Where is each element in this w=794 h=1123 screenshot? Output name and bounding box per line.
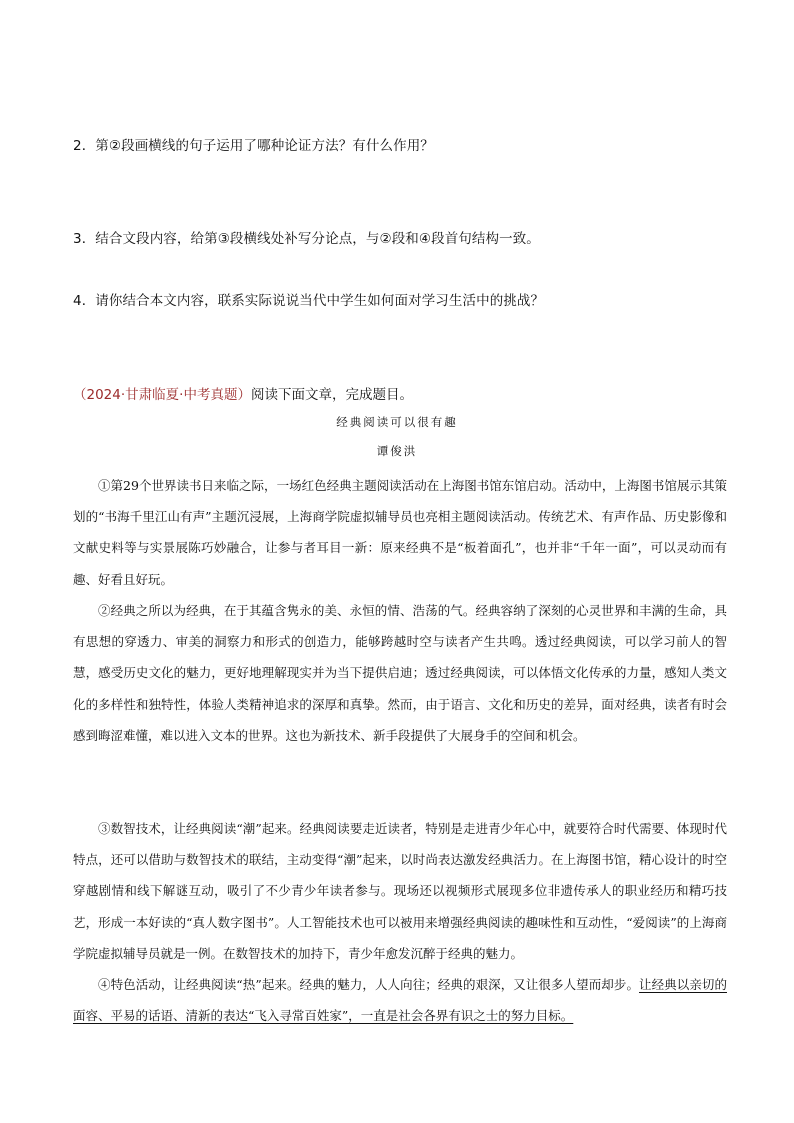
source-close: ） — [237, 387, 251, 403]
paragraph-1: ①第29个世界读书日来临之际，一场红色经典主题阅读活动在上海图书馆东馆启动。活动中，上海图书馆展示其策划的“书海千里江山有声”主题沉浸展，上海商学院虚拟辅导员也亮相主题阅读活动。传统艺术、有声作品、历史影像和文献史料等与实景展陈巧妙融合，让参与者耳目一新：原来经典不是“板着面孔”，也并非“千年一面”，可以灵动而有趣、好看且好玩。 — [73, 478, 727, 587]
question-4: 4．请你结合本文内容，联系实际说说当代中学生如何面对学习生活中的挑战？ — [73, 293, 545, 309]
source-line — [73, 383, 413, 403]
question-3: 3．结合文段内容，给第③段横线处补写分论点，与②段和④段首句结构一致。 — [73, 231, 540, 247]
paragraph-3: ③数智技术，让经典阅读“潮”起来。经典阅读要走近读者，特别是走进青少年心中，就要符合时代需要、体现时代特点，还可以借助与数智技术的联结，主动变得“潮”起来，以时尚表达激发经典活力。在上海图书馆，精心设计的时空穿越剧情和线下解谜互动，吸引了不少青少年读者参与。现场还以视频形式展现多位非遗传承人的职业经历和精巧技艺，形成一本好读的“真人数字图书”。人工智能技术也可以被用来增强经典阅读的趣味性和互动性，“爱阅读”的上海商学院虚拟辅导员就是一例。在数智技术的加持下，青少年愈发沉醉于经典的魅力。 — [73, 821, 727, 961]
source-instruction: 阅读下面文章，完成题目。 — [250, 387, 413, 403]
paragraph-4-underlined-sentence: 让经典以亲切的面容、平易的话语、清新的表达“飞入寻常百姓家”，一直是社会各界有识之士的努力目标。 — [73, 977, 727, 1024]
question-2: 2．第②段画横线的句子运用了哪种论证方法？有什么作用？ — [73, 138, 434, 154]
paragraph-4-text: ④特色活动，让经典阅读“热”起来。经典的魅力，人人向往；经典的艰深，又让很多人望而却步。 — [98, 977, 640, 992]
source-open: （ — [73, 387, 87, 403]
paragraph-2: ②经典之所以为经典，在于其蕴含隽永的美、永恒的情、浩荡的气。经典容纳了深刻的心灵世界和丰满的生命，具有思想的穿透力、审美的洞察力和形式的创造力，能够跨越时空与读者产生共鸣。透过经典阅读，可以学习前人的智慧，感受历史文化的魅力，更好地理解现实并为当下提供启迪；透过经典阅读，可以体悟文化传承的力量，感知人类文化的多样性和独特性，体验人类精神追求的深厚和真挚。然而，由于语言、文化和历史的差异，面对经典，读者有时会感到晦涩难懂，难以进入文本的世界。这也为新技术、新手段提供了大展身手的空间和机会。 — [73, 603, 727, 743]
source-label: 2024·甘肃临夏·中考真题 — [86, 387, 238, 403]
article-author: 谭俊洪 — [376, 444, 418, 458]
paragraph-4 — [73, 969, 727, 1031]
article-title: 经典阅读可以很有趣 — [336, 415, 458, 429]
